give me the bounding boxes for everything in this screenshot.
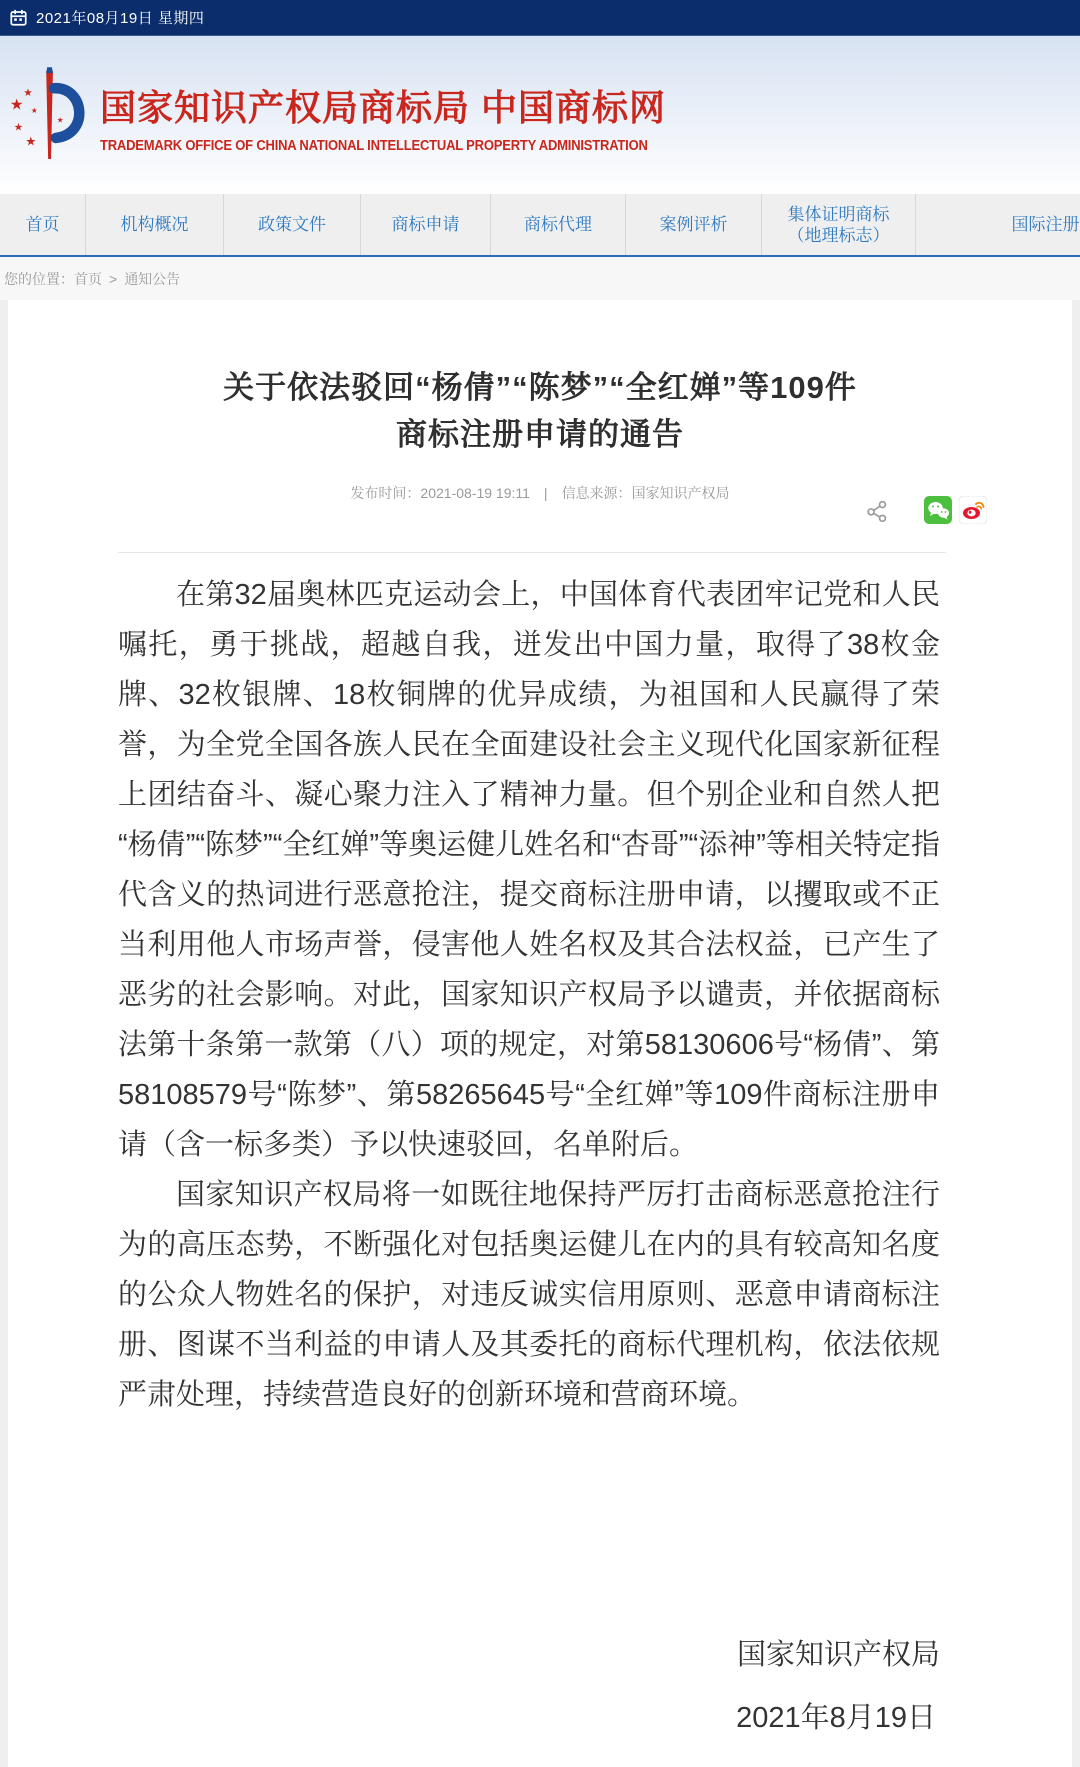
article-paragraph: 国家知识产权局将一如既往地保持严厉打击商标恶意抢注行为的高压态势，不断强化对包括奥运健儿在内的具有较高知名度的公众人物姓名的保护，对违反诚实信用原则、恶意申请商标注册、图谋不当利益的申请人及其委托的商标代理机构，依法依规严肃处理，持续营造良好的创新环境和营商环境。	[118, 1179, 940, 1411]
cnipa-logo[interactable]	[8, 63, 94, 167]
nav-item-home[interactable]: 首页	[25, 215, 60, 234]
source-label: 信息来源：	[561, 485, 632, 501]
topbar	[0, 0, 1080, 36]
publish-time: 2021-08-19 19:11	[420, 485, 530, 501]
nav-item-trademark-apply[interactable]: 商标申请	[360, 194, 490, 255]
publish-time-label: 发布时间：	[350, 485, 421, 501]
article-card	[8, 300, 1072, 1767]
nav-item-trademark-agency[interactable]: 商标代理	[490, 194, 625, 255]
nav-item-international[interactable]: 国际注册	[915, 194, 1080, 255]
signature-date: 2021年8月19日	[736, 1702, 936, 1734]
main-nav	[0, 194, 1080, 257]
nav-item-collective-mark[interactable]: 集体证明商标 （地理标志）	[761, 194, 915, 255]
site-header	[0, 36, 1080, 194]
article-title-line1: 关于依法驳回“杨倩”“陈梦”“全红婵”等109件	[223, 370, 857, 405]
site-title: 国家知识产权局商标局 中国商标网	[100, 86, 667, 128]
signature-org: 国家知识产权局	[736, 1639, 940, 1671]
article-title	[8, 364, 1072, 458]
breadcrumb	[0, 257, 1080, 300]
current-date: 2021年08月19日 星期四	[36, 10, 205, 27]
wechat-icon[interactable]	[924, 496, 952, 524]
breadcrumb-prefix: 您的位置：	[4, 270, 74, 287]
svg-text:★: ★	[30, 106, 38, 116]
article-title-line2: 商标注册申请的通告	[396, 417, 684, 452]
svg-text:★: ★	[9, 96, 24, 114]
title-body-divider	[118, 552, 946, 553]
svg-text:★: ★	[23, 86, 33, 99]
site-subtitle: TRADEMARK OFFICE OF CHINA NATIONAL INTELLECTUAL PROPERTY ADMINISTRATION	[100, 135, 648, 153]
article-paragraph: 在第32届奥林匹克运动会上，中国体育代表团牢记党和人民嘱托，勇于挑战，超越自我，迸发出中国力量，取得了38枚金牌、32枚银牌、18枚铜牌的优异成绩，为祖国和人民赢得了荣誉，为全党全国各族人民在全面建设社会主义现代化国家新征程上团结奋斗、凝心聚力注入了精神力量。但个别企业和自然人把“杨倩”“陈梦”“全红婵”等奥运健儿姓名和“杏哥”“添神”等相关特定指代含义的热词进行恶意抢注，提交商标注册申请，以攫取或不正当利用他人市场声誉，侵害他人姓名权及其合法权益，已产生了恶劣的社会影响。对此，国家知识产权局予以谴责，并依据商标法第十条第一款第（八）项的规定，对第58130606号“杨倩”、第58108579号“陈梦”、第58265645号“全红婵”等109件商标注册申请（含一标多类）予以快速驳回，名单附后。	[118, 579, 940, 1161]
nav-item-about[interactable]: 机构概况	[85, 194, 223, 255]
svg-text:★: ★	[25, 134, 37, 149]
calendar-icon	[10, 9, 27, 26]
breadcrumb-home-link[interactable]: 首页	[74, 270, 102, 287]
breadcrumb-separator: >	[109, 270, 118, 287]
article-meta	[130, 482, 950, 504]
article-meta-row	[8, 482, 1072, 528]
source-value: 国家知识产权局	[631, 485, 730, 501]
article-body	[118, 570, 940, 1420]
meta-divider: |	[543, 485, 548, 501]
svg-text:★: ★	[56, 115, 64, 125]
svg-text:★: ★	[13, 121, 24, 134]
nav-item-case-review[interactable]: 案例评析	[625, 194, 761, 255]
site-brand	[100, 80, 666, 151]
breadcrumb-current-link[interactable]: 通知公告	[124, 270, 181, 287]
article-signature	[118, 1630, 940, 1743]
weibo-icon[interactable]	[959, 496, 987, 524]
nav-item-policy[interactable]: 政策文件	[223, 194, 360, 255]
share-icon[interactable]	[866, 500, 888, 522]
